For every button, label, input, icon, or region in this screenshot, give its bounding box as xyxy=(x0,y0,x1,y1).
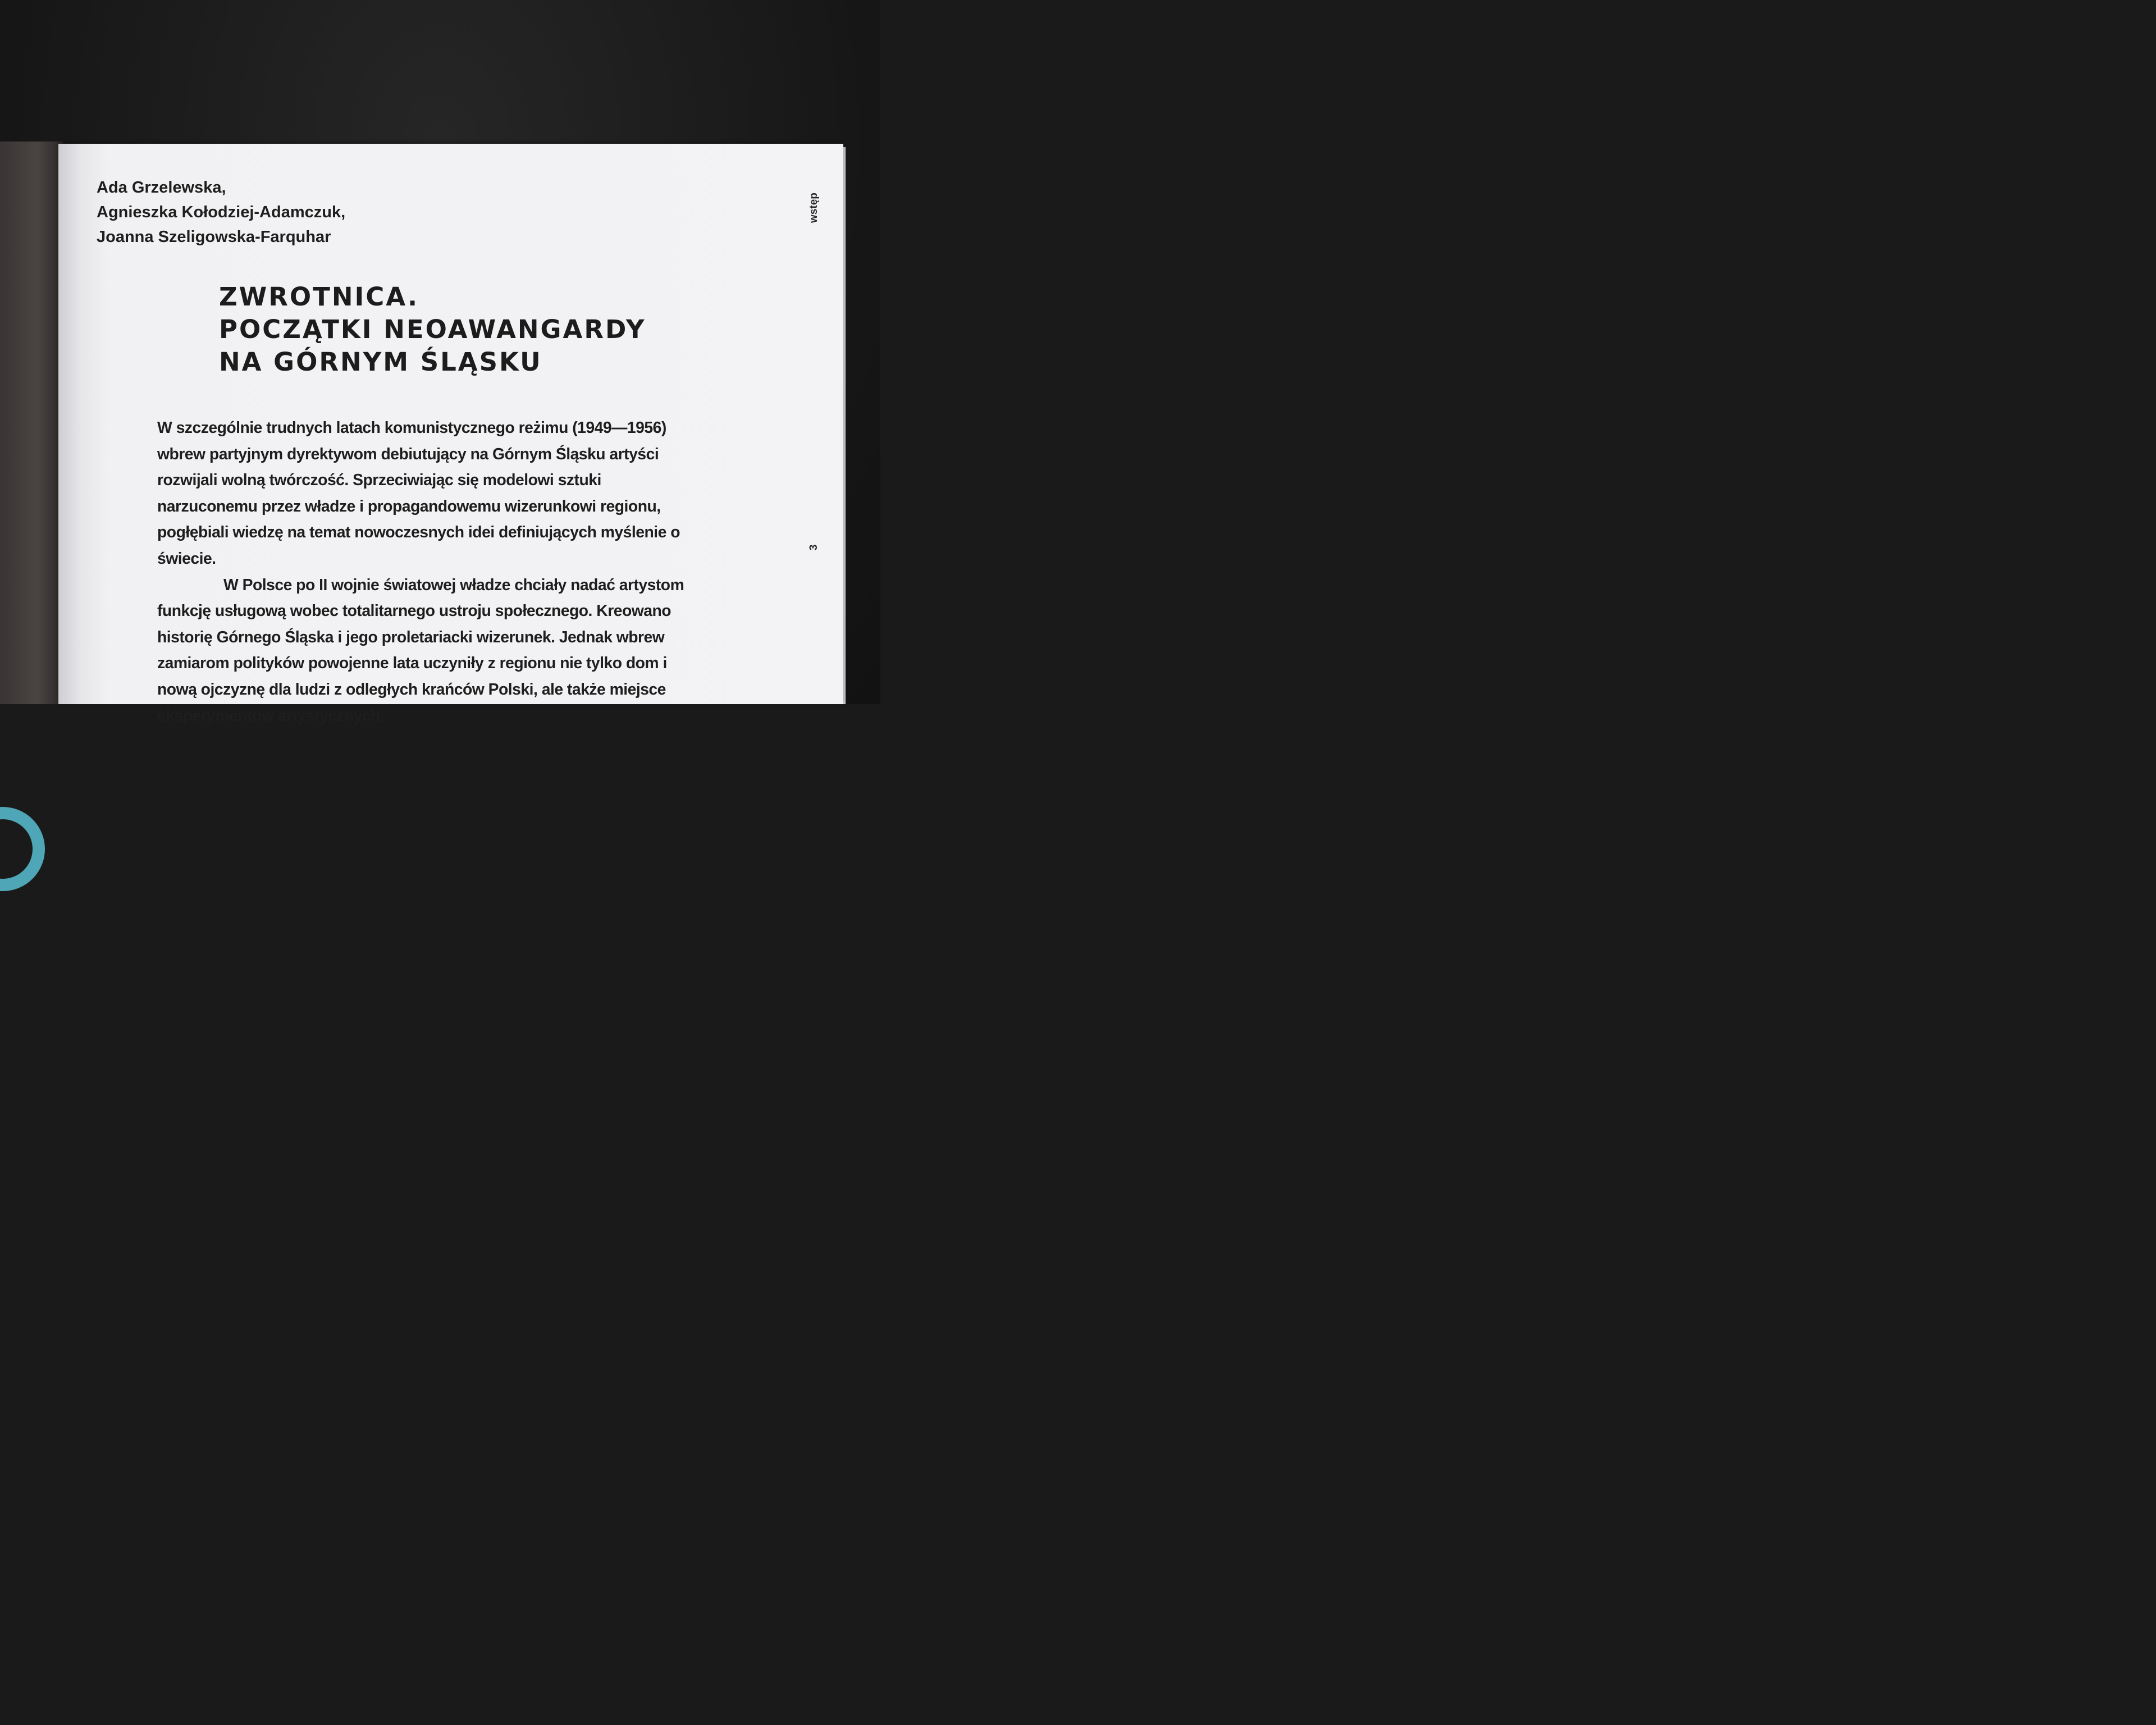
author-name: Joanna Szeligowska-Farquhar xyxy=(97,228,331,246)
authors-list xyxy=(97,175,345,249)
chapter-title xyxy=(219,281,646,378)
title-line: POCZĄTKI NEOAWANGARDY xyxy=(219,314,646,344)
paragraph: W Polsce po II wojnie światowej władze chciały nadać artystom funkcję usługową wobec totalitarnego ustroju społecznego. Kreowano historię Górnego Śląska i jego proletariacki wizerunek. Jednak wbrew zamiarom polityków powojenne lata uczyniły z regionu nie tylko dom i nową ojczyznę dla ludzi z odległych krańców Polski, ale także miejsce eksperymentów artystycznych. xyxy=(157,575,684,724)
title-line: NA GÓRNYM ŚLĄSKU xyxy=(219,347,542,377)
body-text xyxy=(157,414,696,728)
paragraph: W szczególnie trudnych latach komunistycznego reżimu (1949—1956) wbrew partyjnym dyrektywom debiutujący na Górnym Śląsku artyści rozwijali wolną twórczość. Sprzeciwiając się modelowi sztuki narzuconemu przez władze i propagandowemu wizerunkowi regionu, pogłębiali wiedzę na temat nowoczesnych idei definiujących myślenie o świecie. xyxy=(157,418,680,567)
title-line: ZWROTNICA. xyxy=(219,282,419,312)
left-page-graphic xyxy=(0,807,45,891)
page-number: 3 xyxy=(808,544,820,551)
running-head: wstęp xyxy=(808,193,820,223)
author-name: Ada Grzelewska, xyxy=(97,179,226,197)
book-photo xyxy=(0,0,880,724)
left-page xyxy=(0,142,63,704)
author-name: Agnieszka Kołodziej-Adamczuk, xyxy=(97,203,346,221)
